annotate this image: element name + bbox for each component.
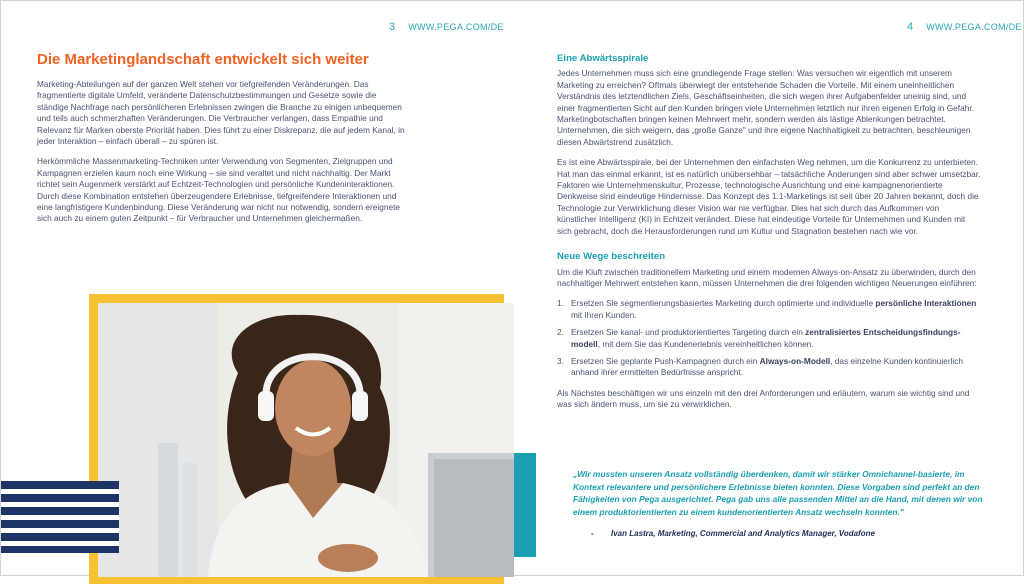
page-header-left	[389, 21, 504, 33]
attribution-dash: -	[591, 529, 594, 538]
section2-intro: Um die Kluft zwischen traditionellem Marketing und einem modernen Always-on-Ansatz zu überwinden, durch den nachhaltiger Mehrwert entstehen kann, müssen Unternehmen die drei folgenden wichtigen Neuerungen einführen:	[557, 266, 977, 288]
left-paragraph-2: Herkömmliche Massenmarketing-Techniken unter Verwendung von Segmenten, Zielgruppen und Kampagnen erzielen kaum noch eine Wirkung – sie sind veraltet und nicht nachhaltig. Der Markt richtet sein Augenmerk verstärkt auf Echtzeit-Technologien und persönliche Kundeninteraktionen. Durch diese Kombination entstehen überzeugendere Erlebnisse, tiefgreifendere Interaktionen und eine langfristigere Kundenbindung. Diese Veränderung war nicht nur notwendig, sondern ereignete sich auch zu einem guten Zeitpunkt – für Verbraucher und Unternehmen gleichermaßen.	[37, 156, 401, 224]
page-header-right	[907, 21, 1022, 33]
right-paragraph-1: Jedes Unternehmen muss sich eine grundlegende Frage stellen: Was versuchen wir eigentlich mit unserem Marketing zu erreichen? Oftmals überwiegt der entstehende Schaden die Vorteile. Mit einem uneinheitlichen Verständnis des letztendlichen Ziels, Geschäftseinheiten, die sich wegen ihrer Aufgabenfelder uneinig sind, und einer fragmentierten Sicht auf den Kunden bringen viele Unternehmen letztlich nur ihren eigenen Erfolg in Gefahr. Marketingbotschaften bringen keinen Mehrwert mehr, sondern werden als lästige Ablenkungen betrachtet. Unternehmen, die sich weigern, das „große Ganze" und ihre eigene Nachhaltigkeit zu betrachten, beschleunigen diesen Abwärtstrend zusätzlich.	[557, 68, 974, 147]
list-number: 1.	[557, 298, 564, 309]
section-heading-neue-wege: Neue Wege beschreiten	[557, 251, 666, 263]
changes-list	[557, 298, 981, 378]
customer-quote: „Wir mussten unseren Ansatz vollständig überdenken, damit wir stärker Omnichannel-basierte, im Kontext relevantere und persönlichere Erlebnisse bieten konnten. Diese Vorgaben sind perfekt an den Fähigkeiten von Pega ausgerichtet. Pega gab uns alle passenden Mittel an die Hand, mit denen wir von einem produktorientierten zu einem kundenorientierten Ansatz wechseln konnten."	[573, 469, 983, 517]
stripes-decoration	[1, 481, 119, 553]
section-heading-abwaertsspirale: Eine Abwärtsspirale	[557, 53, 649, 64]
list-text: Ersetzen Sie kanal- und produktorientiertes Targeting durch ein zentralisiertes Entscheidungsfindungs-modell, mit dem Sie das Kundenerlebnis vereinheitlichen können.	[571, 327, 961, 349]
page-url-right[interactable]: WWW.PEGA.COM/DE	[926, 22, 1022, 32]
list-text: Ersetzen Sie geplante Push-Kampagnen durch ein Always-on-Modell, das einzelne Kunden kontinuierlich anhand ihrer ermittelten Bedürfnisse anspricht.	[571, 355, 964, 378]
quote-attribution	[591, 529, 875, 538]
page-title: Die Marketinglandschaft entwickelt sich weiter	[37, 51, 369, 68]
teal-bar-decoration	[514, 453, 536, 557]
list-highlight: zentralisiertes Entscheidungsfindungs-modell	[571, 327, 961, 349]
list-item	[557, 298, 981, 321]
photo-woman-with-headphones-icon	[98, 303, 514, 577]
list-number: 3.	[557, 355, 564, 366]
list-number: 2.	[557, 327, 564, 338]
right-body	[557, 53, 981, 420]
list-text: Ersetzen Sie segmentierungsbasiertes Marketing durch optimierte und individuelle persönliche Interaktionen mit Ihren Kunden.	[571, 298, 977, 320]
page-number-right: 4	[907, 21, 914, 33]
list-item	[557, 356, 981, 379]
page-url-left[interactable]: WWW.PEGA.COM/DE	[408, 22, 504, 32]
section2-outro: Als Nächstes beschäftigen wir uns einzeln mit den drei Anforderungen und erläutern, warum sie wichtig sind und was sich ändern muss, um sie zu verwirklichen.	[557, 387, 970, 410]
list-item	[557, 327, 981, 350]
left-body	[37, 79, 409, 234]
list-highlight: Always-on-Modell	[759, 355, 831, 366]
list-highlight: persönliche Interaktionen	[875, 298, 977, 309]
right-paragraph-2: Es ist eine Abwärtsspirale, bei der Unternehmen den einfachsten Weg nehmen, um die Konkurrenz zu unterbieten. Hat man das einmal erkannt, ist es natürlich unübersehbar – tatsächliche Änderungen sind aber schwer umsetzbar. Faktoren wie Unternehmenskultur, Prozesse, technologische Ausrichtung und eine kampagnenorientierte Denkweise sind eindeutige Hindernisse. Das Konzept des 1:1-Marketings ist seit über 20 Jahren bekannt, doch die Technologie zur Verwirklichung dieser Vision war nie verfügbar. Dies hat sich durch das Aufkommen von künstlicher Intelligenz (KI) in Echtzeit verändert. Diese hat eindeutige Vorteile für Unternehmen und Kunden mit sich gebracht, doch die Herausforderungen rund um Kultur und Stagnation bestehen nach wie vor.	[557, 157, 981, 236]
left-paragraph-1: Marketing-Abteilungen auf der ganzen Welt stehen vor tiefgreifenden Veränderungen. Das fragmentierte digitale Umfeld, veränderte Datenschutzbestimmungen und Gesetze sowie die ständige Nachfrage nach persönlicheren Erlebnissen zwingen die Branche zu einigen unbequemen und teils auch schmerzhaften Veränderungen. Die Verbraucher verlangen, dass Empathie und Relevanz für Marken oberste Priorität haben. Dies führt zu einer Diskrepanz, die auf jedem Kanal, in jeder Interaktion – einfach überall – zu spüren ist.	[37, 79, 405, 147]
page-number-left: 3	[389, 21, 396, 33]
attribution-name: Ivan Lastra, Marketing, Commercial and Analytics Manager, Vodafone	[611, 529, 875, 538]
